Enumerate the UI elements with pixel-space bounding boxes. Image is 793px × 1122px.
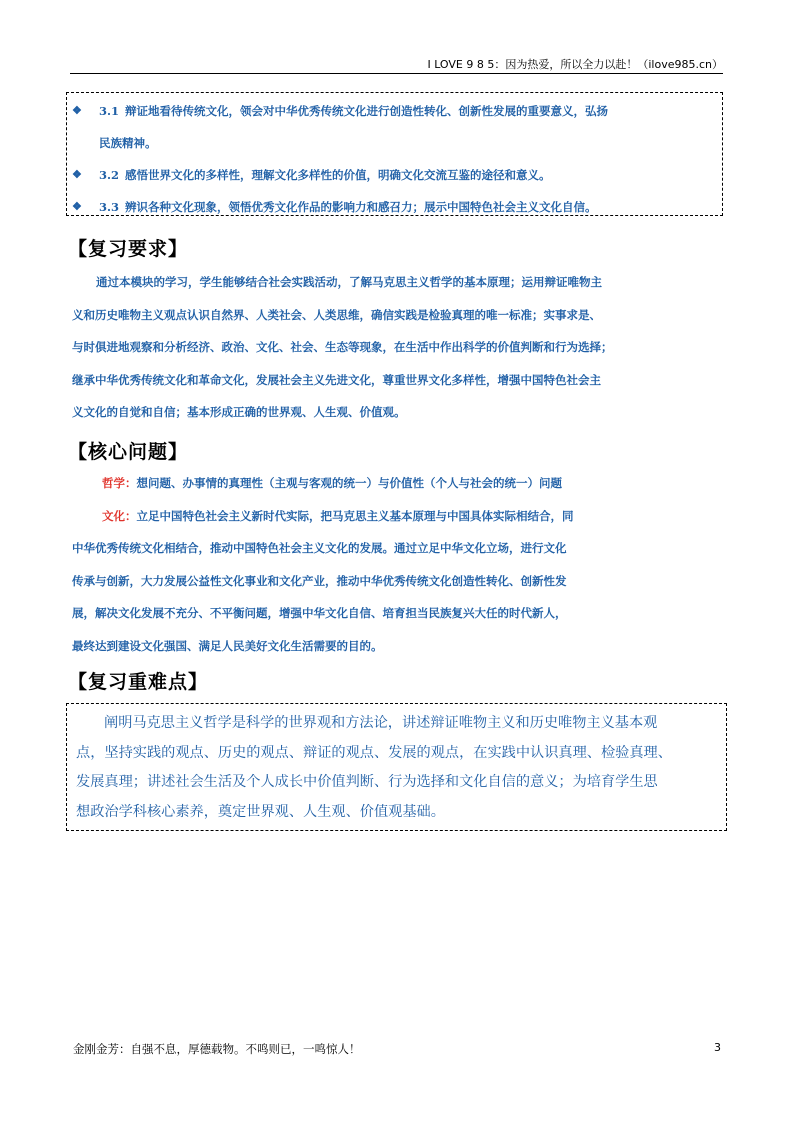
philosophy-label: 哲学： xyxy=(102,476,137,490)
paragraph-line: 想政治学科核心素养，奠定世界观、人生观、价值观基础。 xyxy=(76,803,445,820)
footer-motto: 金刚金芳：自强不息，厚德载物。不鸣则已，一鸣惊人！ xyxy=(73,1042,361,1056)
key-points-box xyxy=(66,703,727,831)
core-issues-text xyxy=(72,467,722,663)
paragraph-line: 发展真理；讲述社会生活及个人成长中价值判断、行为选择和文化自信的意义；为培育学生思 xyxy=(76,774,658,790)
goal-text: 辩证地看待传统文化，领会对中华优秀传统文化进行创造性转化、创新性发展的重要意义，弘扬 xyxy=(125,104,608,118)
paragraph-line: 通过本模块的学习，学生能够结合社会实践活动，了解马克思主义哲学的基本原理；运用辩证唯物主 xyxy=(96,275,602,289)
goal-number: 3.3 xyxy=(99,200,120,214)
philosophy-text: 想问题、办事情的真理性（主观与客观的统一）与价值性（个人与社会的统一）问题 xyxy=(136,476,562,490)
review-requirements-text xyxy=(72,266,722,429)
goal-number: 3.1 xyxy=(99,104,120,118)
paragraph-line: 继承中华优秀传统文化和革命文化，发展社会主义先进文化，尊重世界文化多样性，增强中国特色社会主 xyxy=(72,372,601,387)
learning-goals-box xyxy=(66,92,723,216)
page-number: 3 xyxy=(714,1041,721,1054)
philosophy-line xyxy=(72,467,722,500)
paragraph-line: 传承与创新，大力发展公益性文化事业和文化产业，推动中华优秀传统文化创造性转化、创新性发 xyxy=(72,573,567,588)
paragraph-line: 点，坚持实践的观点、历史的观点、辩证的观点、发展的观点，在实践中认识真理、检验真理、 xyxy=(76,744,672,761)
paragraph-line: 最终达到建设文化强国、满足人民美好文化生活需要的目的。 xyxy=(72,638,383,653)
diamond-bullet-icon: ❖ xyxy=(72,200,82,213)
goal-text: 感悟世界文化的多样性，理解文化多样性的价值，明确文化交流互鉴的途径和意义。 xyxy=(125,168,551,182)
key-points-title: 【复习重难点】 xyxy=(68,671,209,693)
review-requirements-title: 【复习要求】 xyxy=(68,238,189,260)
diamond-bullet-icon: ❖ xyxy=(72,168,82,181)
key-points-text xyxy=(76,709,721,827)
goal-text: 辨识各种文化现象，领悟优秀文化作品的影响力和感召力；展示中国特色社会主义文化自信。 xyxy=(125,200,597,214)
paragraph-line: 中华优秀传统文化相结合，推动中国特色社会主义文化的发展。通过立足中华文化立场，进行文化 xyxy=(72,541,567,556)
paragraph-line: 与时俱进地观察和分析经济、政治、文化、社会、生态等现象，在生活中作出科学的价值判断和行为选择； xyxy=(72,340,613,355)
paragraph-line: 义文化的自觉和自信；基本形成正确的世界观、人生观、价值观。 xyxy=(72,405,406,420)
culture-label: 文化： xyxy=(102,508,137,523)
paragraph-line: 展，解决文化发展不充分、不平衡问题，增强中华文化自信、培育担当民族复兴大任的时代新人， xyxy=(72,606,567,621)
culture-line xyxy=(72,500,722,533)
goal-number: 3.2 xyxy=(99,168,120,182)
core-issues-title: 【核心问题】 xyxy=(68,441,189,463)
culture-text: 立足中国特色社会主义新时代实际，把马克思主义基本原理与中国具体实际相结合，同 xyxy=(136,508,574,523)
paragraph-line: 义和历史唯物主义观点认识自然界、人类社会、人类思维，确信实践是检验真理的唯一标准；实事求是、 xyxy=(72,307,601,322)
header-divider xyxy=(70,73,723,74)
goal-text-continued: 民族精神。 xyxy=(99,136,157,150)
diamond-bullet-icon: ❖ xyxy=(72,104,82,117)
page-header: I LOVE 9 8 5：因为热爱，所以全力以赴！（ilove985.cn） xyxy=(427,58,723,71)
paragraph-line: 阐明马克思主义哲学是科学的世界观和方法论，讲述辩证唯物主义和历史唯物主义基本观 xyxy=(104,715,658,731)
